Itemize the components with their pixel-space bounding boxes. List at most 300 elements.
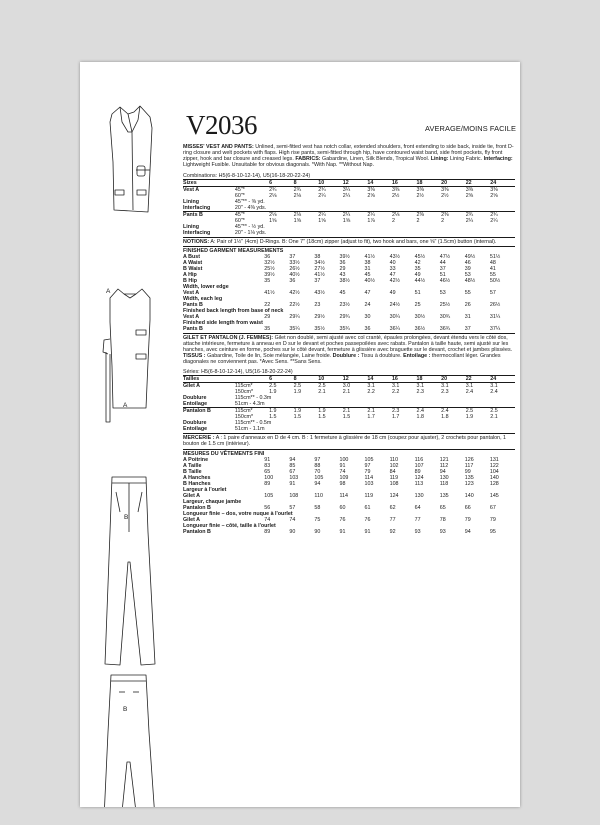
sketch-label-vest-front: A: [106, 288, 111, 295]
yardage-value: 1.5: [293, 414, 302, 421]
size-header-spacer: [235, 376, 269, 383]
measurement-value: 57: [489, 289, 496, 296]
measurement-value: 61: [364, 504, 371, 511]
measurement-value: 103: [289, 474, 299, 481]
yardage-value: 2.1: [367, 408, 392, 414]
fr-series: Séries: H5(6-8-10-12-14), U5(16-18-20-22-24): [183, 369, 293, 376]
yardage-value: 3.1: [367, 383, 392, 389]
measurement-value: 37: [289, 253, 296, 260]
measurement-value: 93: [439, 528, 446, 535]
measurement-value: 26: [464, 301, 471, 308]
yardage-label: Interfacing: [183, 229, 211, 236]
yardage-value: 2: [416, 217, 420, 224]
measurement-value: 43½: [314, 289, 325, 296]
measurement-value: 39½: [339, 253, 350, 260]
en-title: MISSES' VEST AND PANTS:: [183, 144, 254, 150]
measurement-value: 36¼: [389, 325, 401, 332]
yardage-value: 3.1: [392, 383, 417, 389]
measurement-value: 41: [489, 265, 496, 272]
measurement-value: 66: [464, 504, 471, 511]
size-header-cell: 12: [343, 179, 368, 186]
size-header-cell: 6: [269, 376, 294, 383]
yardage-value: 1.7: [367, 414, 375, 421]
yardage-value: 2⅛: [294, 211, 319, 217]
measurement-value: 57: [289, 504, 296, 511]
fr-entoilage-label: Entoilage :: [403, 353, 431, 360]
measurement-label: B Hip: [183, 277, 197, 284]
yardage-value: 2.5: [269, 383, 294, 389]
en-interfacing-label: Interfacing:: [483, 156, 513, 163]
measurement-value: 25: [414, 301, 421, 308]
yardage-value: 1.9: [269, 408, 294, 414]
measurement-value: 119: [364, 492, 374, 499]
yardage-value: 2.2: [391, 389, 400, 396]
measurement-value: 43½: [389, 253, 401, 260]
measurement-label: A Waist: [183, 259, 203, 266]
yardage-value: 2.5: [318, 383, 343, 389]
measurement-value: 24½: [389, 301, 401, 308]
en-interfacing: Lightweight Fusible. Unsuitable for obvious diagonals. *With Nap. **Without Nap.: [183, 162, 374, 169]
measurement-value: 49: [414, 271, 421, 278]
yardage-value: 2¼: [465, 217, 474, 224]
measurement-value: 124: [414, 474, 424, 481]
measurement-label: Width, lower edge: [183, 283, 229, 290]
size-header-row: [183, 376, 515, 383]
yardage-value: 1.5: [342, 414, 351, 421]
measurement-label: B Taille: [183, 468, 202, 475]
measurement-value: 46½: [439, 277, 451, 284]
fr-mercerie: A : 1 paire d'anneaux en D de 4 cm. B : 1 fermeture à glissière de 18 cm (coupez pour ajuster), 2 crochets pour pantalon, 1 bouton de 1.5 cm (intérieur).: [183, 435, 507, 448]
measurement-value: 42½: [389, 277, 401, 284]
measurement-value: 117: [464, 462, 474, 469]
measurement-row: [183, 326, 515, 332]
divider: [183, 433, 515, 434]
measurement-value: 34½: [314, 259, 325, 266]
measurement-value: 29: [264, 313, 271, 320]
size-header-cell: 8: [294, 179, 319, 186]
difficulty-level: AVERAGE/MOINS FACILE: [425, 124, 516, 133]
measurement-label: Longueur finie – côté, taille à l'ourlet: [183, 522, 276, 529]
measurement-value: 35: [264, 325, 271, 332]
yardage-value: 2.5: [466, 408, 491, 414]
measurement-label: A Poitrine: [183, 456, 209, 463]
fr-measurements-title: MESURES DU VÊTEMENTS FINI: [183, 450, 265, 457]
yardage-width: 45"** - ½ yd.: [234, 223, 265, 230]
yardage-label: Vest A: [183, 186, 235, 192]
measurement-value: 36¾: [439, 325, 451, 332]
measurement-value: 53: [439, 289, 446, 296]
measurement-value: 41½: [364, 253, 375, 260]
yardage-value: 2: [391, 217, 395, 224]
measurement-value: 123: [464, 480, 474, 487]
measurement-value: 98: [339, 480, 346, 487]
measurement-value: 93: [414, 528, 421, 535]
fr-doublure: Tissu à doublure.: [360, 353, 402, 360]
measurement-value: 145: [489, 492, 499, 499]
yardage-value: 1⅝: [293, 217, 302, 224]
measurement-value: 35: [414, 265, 421, 272]
yardage-value: 2.4: [441, 408, 466, 414]
measurement-value: 108: [389, 480, 399, 487]
yardage-value: 1⅝: [318, 217, 326, 224]
yardage-value: 3⅜: [441, 186, 466, 192]
measurement-value: 108: [289, 492, 299, 499]
yardage-value: 2⅜: [417, 211, 442, 217]
yardage-value: 2.2: [367, 389, 375, 396]
yardage-value: 1.9: [269, 389, 277, 396]
measurement-value: 88: [314, 462, 321, 469]
measurement-value: 99: [464, 468, 471, 475]
fr-doublure-label: Doublure :: [332, 353, 360, 360]
measurement-value: 67: [289, 468, 296, 475]
measurement-value: 25½: [439, 301, 451, 308]
measurement-value: 62: [389, 504, 396, 511]
measurement-value: 40½: [289, 271, 300, 278]
sketch-label-pants-front: B: [124, 514, 129, 521]
measurement-value: 130: [414, 492, 424, 499]
yardage-value: 2.3: [441, 389, 449, 396]
yardage-value: 1.9: [294, 408, 319, 414]
pattern-number: V2036: [186, 110, 257, 140]
measurement-value: 130: [439, 474, 449, 481]
pattern-info: [183, 114, 515, 535]
yardage-width: 115cm*: [235, 408, 269, 414]
size-header-cell: 22: [466, 179, 491, 186]
size-header-label: Tailles: [183, 376, 235, 383]
measurement-value: 37: [314, 277, 321, 284]
measurement-value: 43: [339, 271, 346, 278]
measurement-label: A Bust: [183, 253, 201, 260]
yardage-value: 2⅝: [465, 192, 474, 199]
measurement-value: 112: [439, 462, 449, 469]
measurement-value: 114: [339, 492, 349, 499]
size-header-cell: 16: [392, 376, 417, 383]
measurement-value: 118: [439, 480, 449, 487]
measurement-value: 102: [389, 462, 399, 469]
measurement-value: 41½: [264, 289, 275, 296]
measurement-value: 83: [264, 462, 271, 469]
measurement-value: 90: [289, 528, 296, 535]
measurement-value: 95: [489, 528, 496, 535]
measurement-value: 89: [264, 528, 271, 535]
measurement-row: [183, 529, 515, 535]
yardage-value: 3¼: [343, 186, 368, 192]
measurement-value: 40: [389, 259, 396, 266]
measurement-value: 105: [364, 456, 374, 463]
measurement-value: 91: [289, 480, 296, 487]
measurement-value: 67: [489, 504, 496, 511]
en-combinations: Combinations: H5(6-8-10-12-14), U5(16-18-20-22-24): [183, 172, 311, 179]
measurement-value: 94: [289, 456, 296, 463]
yardage-label: Entoilage: [183, 401, 208, 408]
measurement-value: 33½: [289, 259, 300, 266]
yardage-value: 2¼: [318, 192, 326, 199]
measurement-value: 51½: [489, 253, 501, 260]
yardage-label: Entoilage: [183, 426, 208, 433]
measurement-value: 22: [264, 301, 271, 308]
measurement-value: 39: [464, 265, 471, 272]
measurement-value: 37: [464, 325, 471, 332]
measurement-value: 33: [389, 265, 396, 272]
measurement-label: Largeur à l'ourlet: [183, 486, 227, 493]
measurement-value: 116: [414, 456, 424, 463]
measurement-value: 23: [314, 301, 321, 308]
measurement-label: Pants B: [183, 325, 203, 332]
measurement-value: 76: [339, 516, 346, 523]
yardage-width: 150cm*: [234, 414, 254, 421]
yardage-value: 2¼: [342, 192, 351, 199]
measurement-value: 121: [439, 456, 449, 463]
divider: [183, 449, 515, 450]
en-notions: A: Pair of 1½" (4cm) D-Rings. B: One 7" (18cm) zipper (adjust to fit), two hook and bars, one ⅝" (1.5cm) button (internal).: [210, 238, 497, 245]
fr-title: GILET ET PANTALON (J. FEMMES):: [183, 334, 274, 341]
fr-yardage-table: [183, 375, 515, 432]
yardage-width: 60"*: [234, 217, 245, 224]
measurement-value: 76: [364, 516, 371, 523]
yardage-width: 45"** - ⅜ yd.: [234, 198, 265, 205]
yardage-value: 2.1: [342, 389, 351, 396]
size-header-cell: 14: [367, 179, 392, 186]
measurement-label: B Waist: [183, 265, 203, 272]
measurement-value: 30: [364, 313, 371, 320]
yardage-label: Doublure: [183, 420, 207, 427]
yardage-value: 1.5: [269, 414, 277, 421]
fr-tissus: Gabardine, Toile de lin, Soie mélangée, Laine froide.: [207, 353, 332, 360]
measurement-value: 51: [414, 289, 421, 296]
measurement-value: 49: [389, 289, 396, 296]
measurement-value: 113: [414, 480, 424, 487]
measurement-label: Pantalon B: [183, 528, 211, 535]
yardage-width: 115cm** - 0.3m: [234, 395, 272, 402]
yardage-label: Pants B: [183, 211, 235, 217]
measurement-value: 45½: [414, 253, 426, 260]
size-header-cell: 18: [417, 179, 442, 186]
measurement-value: 35¾: [339, 325, 350, 332]
measurement-value: 94: [439, 468, 446, 475]
en-measurements-table: [183, 254, 515, 332]
yardage-value: 2⅝: [490, 192, 498, 199]
yardage-row: [183, 230, 515, 236]
measurement-value: 25½: [264, 265, 275, 272]
yardage-value: 2.4: [490, 389, 498, 396]
en-fabrics: Gabardine, Linen, Silk Blends, Tropical Wool.: [322, 156, 430, 163]
size-header-cell: 18: [417, 376, 442, 383]
measurement-value: 47: [389, 271, 396, 278]
measurement-value: 29¾: [339, 313, 350, 320]
yardage-width: 45"*: [235, 186, 269, 192]
yardage-value: 2.5: [294, 383, 319, 389]
measurement-value: 45: [364, 271, 371, 278]
divider: [183, 246, 515, 247]
sketch-label-pants-back: B: [123, 706, 128, 713]
english-description: [183, 144, 515, 169]
measurement-value: 47½: [439, 253, 451, 260]
yardage-value: 1⅞: [367, 217, 375, 224]
measurement-value: 91: [264, 456, 271, 463]
yardage-value: 2⅛: [293, 192, 302, 199]
fr-entoilage: thermocollant léger. Grandes diagonales ne conviennent pas. *Avec Sens. **Sans Sens.: [183, 353, 501, 366]
measurement-value: 23½: [339, 301, 350, 308]
yardage-value: 2⅜: [441, 211, 466, 217]
size-header-cell: 20: [441, 179, 466, 186]
measurement-value: 103: [364, 480, 374, 487]
measurement-value: 65: [264, 468, 271, 475]
yardage-value: 2⅛: [392, 211, 417, 217]
measurement-value: 24: [364, 301, 371, 308]
measurement-value: 32½: [264, 259, 275, 266]
measurement-value: 44½: [414, 277, 426, 284]
size-header-spacer: [235, 179, 269, 186]
yardage-row: [183, 426, 515, 432]
size-header-row: [183, 179, 515, 186]
measurement-value: 74: [339, 468, 346, 475]
measurement-value: 29½: [314, 313, 325, 320]
measurement-value: 40½: [364, 277, 375, 284]
measurement-label: Vest A: [183, 313, 200, 320]
yardage-value: 2.3: [416, 389, 424, 396]
yardage-value: 3⅜: [417, 186, 442, 192]
size-header-cell: 24: [490, 179, 515, 186]
measurement-value: 36: [289, 277, 296, 284]
yardage-value: 1.9: [293, 389, 302, 396]
en-notions-label: NOTIONS:: [183, 238, 210, 245]
size-header-cell: 12: [343, 376, 368, 383]
measurement-value: 36: [264, 253, 271, 260]
measurement-label: Width, each leg: [183, 295, 223, 302]
measurement-value: 97: [314, 456, 321, 463]
measurement-value: 42½: [289, 289, 300, 296]
yardage-value: 2⅝: [367, 192, 375, 199]
yardage-width: 115cm*: [235, 383, 269, 389]
yardage-value: 2: [441, 217, 445, 224]
measurement-label: Pants B: [183, 301, 203, 308]
en-lining: Lining Fabric.: [450, 156, 483, 163]
measurement-value: 48: [489, 259, 496, 266]
yardage-label: Doublure: [183, 395, 207, 402]
measurement-value: 91: [339, 462, 346, 469]
measurement-value: 77: [414, 516, 421, 523]
divider: [183, 237, 515, 238]
measurement-value: 110: [314, 492, 323, 499]
fr-mercerie-label: MERCERIE :: [183, 435, 215, 442]
yardage-value: 1⅝: [269, 217, 277, 224]
measurement-value: 89: [414, 468, 421, 475]
yardage-value: 2.1: [490, 414, 498, 421]
measurement-value: 44: [439, 259, 446, 266]
measurement-value: 30¼: [389, 313, 401, 320]
size-header-cell: 10: [318, 376, 343, 383]
yardage-width: 51cm - 1.1m: [234, 426, 265, 433]
measurement-value: 36: [364, 325, 371, 332]
divider: [183, 333, 515, 334]
measurement-value: 48½: [464, 277, 476, 284]
measurement-value: 65: [439, 504, 446, 511]
measurement-value: 36½: [414, 325, 426, 332]
measurement-value: 29¼: [289, 313, 300, 320]
size-header-cell: 6: [269, 179, 294, 186]
yardage-value: 3⅜: [367, 186, 392, 192]
measurement-value: 92: [389, 528, 396, 535]
measurement-label: Longueur finie – dos, votre nuque à l'ourlet: [183, 510, 293, 517]
measurement-value: 109: [339, 474, 349, 481]
measurement-value: 46: [464, 259, 471, 266]
yardage-value: 2.4: [465, 389, 474, 396]
fr-tissus-label: TISSUS :: [183, 353, 206, 360]
yardage-value: 2¾: [269, 186, 294, 192]
measurement-value: 30½: [414, 313, 426, 320]
measurement-value: 97: [364, 462, 371, 469]
size-header-cell: 22: [466, 376, 491, 383]
yardage-value: 2¾: [466, 211, 491, 217]
measurement-value: 74: [264, 516, 271, 523]
yardage-width: 20" - 1⅛ yds.: [234, 229, 267, 236]
measurement-value: 135: [464, 474, 474, 481]
yardage-value: 1.9: [318, 408, 343, 414]
measurement-label: A Hanches: [183, 474, 211, 481]
measurement-value: 131: [489, 456, 499, 463]
pattern-envelope-back: [80, 62, 520, 807]
measurement-value: 74: [289, 516, 296, 523]
en-measurements-title: FINISHED GARMENT MEASUREMENTS: [183, 247, 284, 254]
en-yardage-table: [183, 179, 515, 236]
measurement-value: 114: [364, 474, 374, 481]
measurement-value: 29: [339, 265, 346, 272]
measurement-value: 64: [414, 504, 421, 511]
measurement-label: Finished side length from waist: [183, 319, 263, 326]
yardage-value: 1⅝: [342, 217, 351, 224]
measurement-label: Largeur, chaque jambe: [183, 498, 242, 505]
yardage-value: 2.3: [392, 408, 417, 414]
measurement-value: 38½: [339, 277, 350, 284]
yardage-value: 2½: [441, 192, 449, 199]
measurement-value: 55: [489, 271, 496, 278]
measurement-value: 100: [264, 474, 274, 481]
measurement-value: 26½: [289, 265, 300, 272]
measurement-value: 37¼: [489, 325, 501, 332]
yardage-value: 2⅛: [269, 192, 277, 199]
measurement-value: 89: [264, 480, 271, 487]
measurement-value: 79: [489, 516, 496, 523]
yardage-label: Gilet A: [183, 383, 235, 389]
measurement-value: 35: [264, 277, 271, 284]
measurement-value: 31¼: [489, 313, 501, 320]
measurement-value: 85: [289, 462, 296, 469]
measurement-label: A Hip: [183, 271, 197, 278]
measurement-value: 55: [464, 289, 471, 296]
yardage-width: 60"*: [234, 192, 245, 199]
measurement-label: Gilet A: [183, 492, 201, 499]
measurement-value: 49½: [464, 253, 476, 260]
measurement-value: 135: [439, 492, 449, 499]
yardage-value: 2¾: [490, 211, 515, 217]
measurement-label: A Taille: [183, 462, 202, 469]
yardage-value: 3⅜: [466, 186, 491, 192]
measurement-value: 104: [489, 468, 499, 475]
yardage-value: 2⅛: [269, 211, 294, 217]
yardage-value: 2¼: [343, 211, 368, 217]
en-lining-label: Lining:: [430, 156, 449, 163]
measurement-value: 77: [389, 516, 396, 523]
measurement-value: 38: [364, 259, 371, 266]
measurement-value: 45: [339, 289, 346, 296]
technical-sketches: [80, 62, 180, 807]
measurement-value: 36: [339, 259, 346, 266]
measurement-value: 42: [414, 259, 421, 266]
measurement-value: 38: [314, 253, 321, 260]
yardage-value: 2¼: [318, 211, 343, 217]
measurement-value: 26½: [489, 301, 501, 308]
measurement-value: 70: [314, 468, 321, 475]
